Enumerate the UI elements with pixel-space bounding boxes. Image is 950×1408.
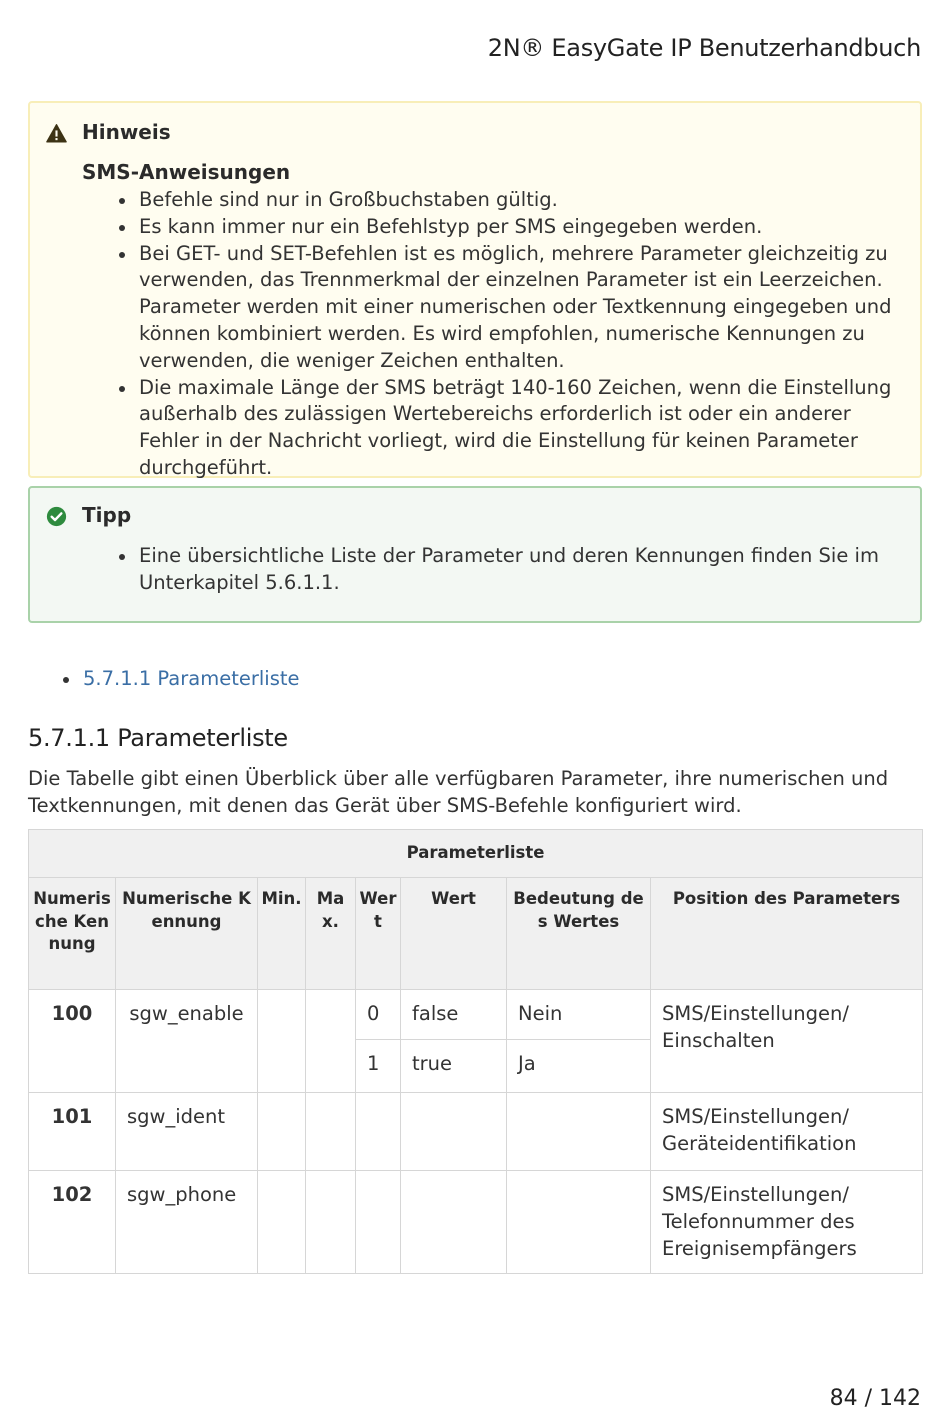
tip-title: Tipp [82, 503, 132, 527]
param-meaning [507, 1171, 651, 1274]
param-id: 101 [29, 1093, 116, 1171]
param-min [258, 1171, 306, 1274]
check-circle-icon [46, 506, 67, 527]
note-item: Es kann immer nur ein Befehlstyp per SMS eingegeben werden. [119, 214, 904, 241]
table-row [29, 990, 923, 1040]
warning-icon [46, 123, 67, 144]
param-id: 100 [29, 990, 116, 1093]
param-position: SMS/Einstellungen/ Geräteidentifikation [651, 1093, 923, 1171]
param-value: 1 [356, 1040, 401, 1093]
section-intro: Die Tabelle gibt einen Überblick über alle verfügbaren Parameter, ihre numerischen und Textkennungen, mit denen das Gerät über SMS-Befehle konfiguriert wird. [28, 767, 889, 817]
param-value-text [401, 1093, 507, 1171]
table-caption: Parameterliste [29, 830, 923, 878]
table-row [29, 1171, 923, 1274]
param-value: 0 [356, 990, 401, 1040]
param-name: sgw_phone [116, 1171, 258, 1274]
column-header: Wert [356, 878, 401, 990]
toc-item [63, 666, 300, 692]
param-meaning [507, 1093, 651, 1171]
section-heading: 5.7.1.1 Parameterliste [28, 724, 288, 752]
parameter-table [28, 829, 923, 1274]
note-item: Befehle sind nur in Großbuchstaben gültig. [119, 187, 904, 214]
note-item: Bei GET- und SET-Befehlen ist es möglich, mehrere Parameter gleichzeitig zu verwenden, das Trennmerkmal der einzelnen Parameter ist ein Leerzeichen. Parameter werden mit einer numerischen oder Textkennung eingegeben und können kombiniert werden. Es wird empfohlen, numerische Kennungen zu verwenden, die weniger Zeichen enthalten. [119, 241, 904, 375]
note-item: Die maximale Länge der SMS beträgt 140-160 Zeichen, wenn die Einstellung außerhalb des zulässigen Wertebereichs erforderlich ist oder ein anderer Fehler in der Nachricht vorliegt, wird die Einstellung für keinen Parameter durchgeführt. [119, 375, 904, 482]
document-title: 2N® EasyGate IP Benutzerhandbuch [487, 34, 921, 62]
column-header: Wert [401, 878, 507, 990]
tip-list [119, 543, 904, 597]
param-meaning: Ja [507, 1040, 651, 1093]
param-position: SMS/Einstellungen/ Einschalten [651, 990, 923, 1093]
param-value-text: false [401, 990, 507, 1040]
column-header: Numerische Kennung [116, 878, 258, 990]
param-max [306, 1171, 356, 1274]
param-value [356, 1171, 401, 1274]
param-min [258, 990, 306, 1093]
note-title: Hinweis [82, 120, 171, 144]
param-value-text [401, 1171, 507, 1274]
tip-item: Eine übersichtliche Liste der Parameter und deren Kennungen finden Sie im Unterkapitel 5.6.1.1. [119, 543, 904, 597]
param-id: 102 [29, 1171, 116, 1274]
table-of-contents [63, 666, 300, 692]
param-max [306, 990, 356, 1093]
param-meaning: Nein [507, 990, 651, 1040]
note-list [119, 187, 904, 482]
param-value-text: true [401, 1040, 507, 1093]
column-header: Position des Parameters [651, 878, 923, 990]
table-row [29, 1093, 923, 1171]
param-min [258, 1093, 306, 1171]
param-name: sgw_ident [116, 1093, 258, 1171]
param-name: sgw_enable [116, 990, 258, 1093]
column-header: Numerische Kennung [29, 878, 116, 990]
column-header: Max. [306, 878, 356, 990]
note-panel [28, 101, 922, 478]
note-subtitle: SMS-Anweisungen [82, 160, 291, 184]
tip-panel [28, 486, 922, 623]
toc-link-parameterliste[interactable]: 5.7.1.1 Parameterliste [83, 667, 300, 690]
param-position: SMS/Einstellungen/ Telefonnummer des Ereignisempfängers [651, 1171, 923, 1274]
page-number: 84 / 142 [829, 1386, 921, 1408]
column-header: Min. [258, 878, 306, 990]
param-max [306, 1093, 356, 1171]
column-header: Bedeutung des Wertes [507, 878, 651, 990]
param-value [356, 1093, 401, 1171]
